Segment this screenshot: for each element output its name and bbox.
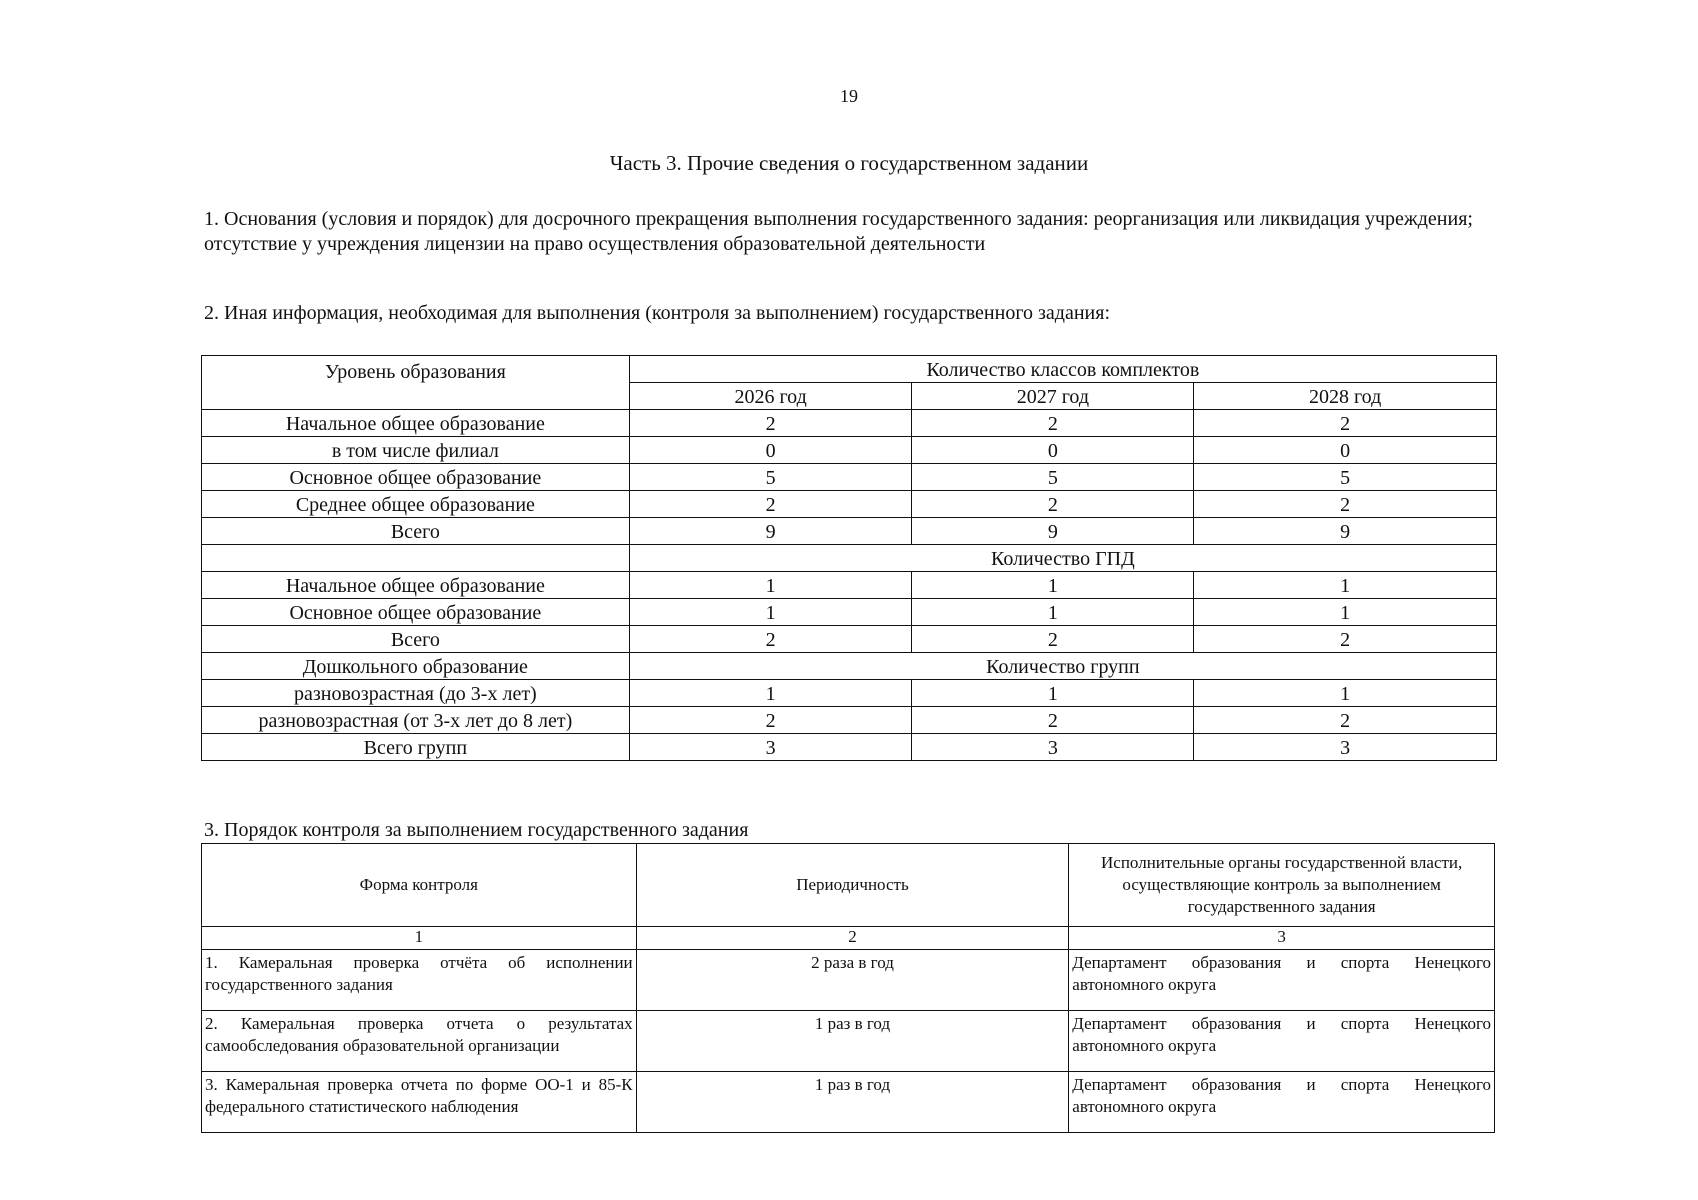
column-number: 2 <box>636 927 1069 950</box>
cell-value: 2 <box>912 707 1194 734</box>
cell-value: 2 <box>912 491 1194 518</box>
level-header: Уровень образования <box>202 356 630 410</box>
cell-value: 2 <box>1194 626 1497 653</box>
cell-value: 2 <box>629 410 912 437</box>
cell-value: 9 <box>912 518 1194 545</box>
row-label: Основное общее образование <box>202 464 630 491</box>
table-row <box>202 437 1497 464</box>
cell-value: 0 <box>629 437 912 464</box>
period-header: Периодичность <box>636 844 1069 927</box>
column-number: 3 <box>1069 927 1495 950</box>
table-row <box>202 410 1497 437</box>
section-3-title: 3. Порядок контроля за выполнением государственного задания <box>204 819 749 841</box>
cell-value: 2 <box>912 410 1194 437</box>
cell-value: 1 <box>1194 680 1497 707</box>
cell-value: 5 <box>629 464 912 491</box>
cell-value: 2 <box>912 626 1194 653</box>
cell-value: 2 <box>629 626 912 653</box>
table-row <box>202 680 1497 707</box>
control-org: Департамент образования и спорта Ненецкого автономного округа <box>1069 1011 1495 1072</box>
year-header: 2026 год <box>629 383 912 410</box>
control-period: 1 раз в год <box>636 1011 1069 1072</box>
cell-value: 0 <box>1194 437 1497 464</box>
row-label: разновозрастная (от 3-х лет до 8 лет) <box>202 707 630 734</box>
control-org: Департамент образования и спорта Ненецкого автономного округа <box>1069 1072 1495 1133</box>
cell-value: 2 <box>1194 410 1497 437</box>
page-number: 19 <box>840 86 858 106</box>
control-header-row <box>202 844 1495 927</box>
cell-value: 5 <box>1194 464 1497 491</box>
cell-value: 1 <box>629 572 912 599</box>
control-form: 2. Камеральная проверка отчета о результатах самообследования образовательной организации <box>202 1011 637 1072</box>
cell-value: 3 <box>1194 734 1497 761</box>
control-procedure-table <box>201 843 1495 1133</box>
cell-value: 5 <box>912 464 1194 491</box>
cell-value: 1 <box>629 599 912 626</box>
cell-value: 2 <box>1194 491 1497 518</box>
table-row <box>202 572 1497 599</box>
table-row <box>202 1011 1495 1072</box>
row-label: Начальное общее образование <box>202 572 630 599</box>
row-label: Всего <box>202 518 630 545</box>
table-header-row <box>202 356 1497 383</box>
section-1-text: 1. Основания (условия и порядок) для досрочного прекращения выполнения государственного задания: реорганизация или ликвидация учреждения; отсутствие у учреждения лицензии на право осуществления образовательной деятельности <box>204 208 1473 255</box>
cell-value: 1 <box>629 680 912 707</box>
cell-value: 1 <box>912 599 1194 626</box>
table-row <box>202 707 1497 734</box>
gpd-header-row <box>202 545 1497 572</box>
table-row <box>202 464 1497 491</box>
groups-header-row <box>202 653 1497 680</box>
table-row <box>202 491 1497 518</box>
part-title: Часть 3. Прочие сведения о государственном задании <box>609 151 1089 175</box>
row-label: Среднее общее образование <box>202 491 630 518</box>
empty-cell <box>202 545 630 572</box>
table-row <box>202 1072 1495 1133</box>
cell-value: 1 <box>1194 572 1497 599</box>
table-row <box>202 599 1497 626</box>
row-label: Всего групп <box>202 734 630 761</box>
cell-value: 9 <box>629 518 912 545</box>
cell-value: 1 <box>912 572 1194 599</box>
column-numbers-row <box>202 927 1495 950</box>
cell-value: 3 <box>629 734 912 761</box>
row-label: Всего <box>202 626 630 653</box>
cell-value: 0 <box>912 437 1194 464</box>
control-org: Департамент образования и спорта Ненецкого автономного округа <box>1069 950 1495 1011</box>
form-header: Форма контроля <box>202 844 637 927</box>
year-header: 2027 год <box>912 383 1194 410</box>
groups-header: Количество групп <box>629 653 1496 680</box>
classes-header: Количество классов комплектов <box>629 356 1496 383</box>
cell-value: 1 <box>1194 599 1497 626</box>
table-row <box>202 950 1495 1011</box>
control-form: 1. Камеральная проверка отчёта об исполнении государственного задания <box>202 950 637 1011</box>
column-number: 1 <box>202 927 637 950</box>
gpd-header: Количество ГПД <box>629 545 1496 572</box>
control-period: 2 раза в год <box>636 950 1069 1011</box>
class-count-table <box>201 355 1497 761</box>
table-row <box>202 518 1497 545</box>
row-label: Начальное общее образование <box>202 410 630 437</box>
control-form: 3. Камеральная проверка отчета по форме ОО-1 и 85-К федерального статистического наблюдения <box>202 1072 637 1133</box>
table-row <box>202 626 1497 653</box>
control-period: 1 раз в год <box>636 1072 1069 1133</box>
cell-value: 9 <box>1194 518 1497 545</box>
preschool-label: Дошкольного образование <box>202 653 630 680</box>
cell-value: 2 <box>1194 707 1497 734</box>
section-2-text: 2. Иная информация, необходимая для выполнения (контроля за выполнением) государственного задания: <box>204 302 1111 324</box>
row-label: Основное общее образование <box>202 599 630 626</box>
row-label: в том числе филиал <box>202 437 630 464</box>
cell-value: 2 <box>629 707 912 734</box>
org-header: Исполнительные органы государственной власти, осуществляющие контроль за выполнением государственного задания <box>1069 844 1495 927</box>
cell-value: 3 <box>912 734 1194 761</box>
table-row <box>202 734 1497 761</box>
cell-value: 1 <box>912 680 1194 707</box>
row-label: разновозрастная (до 3-х лет) <box>202 680 630 707</box>
cell-value: 2 <box>629 491 912 518</box>
year-header: 2028 год <box>1194 383 1497 410</box>
